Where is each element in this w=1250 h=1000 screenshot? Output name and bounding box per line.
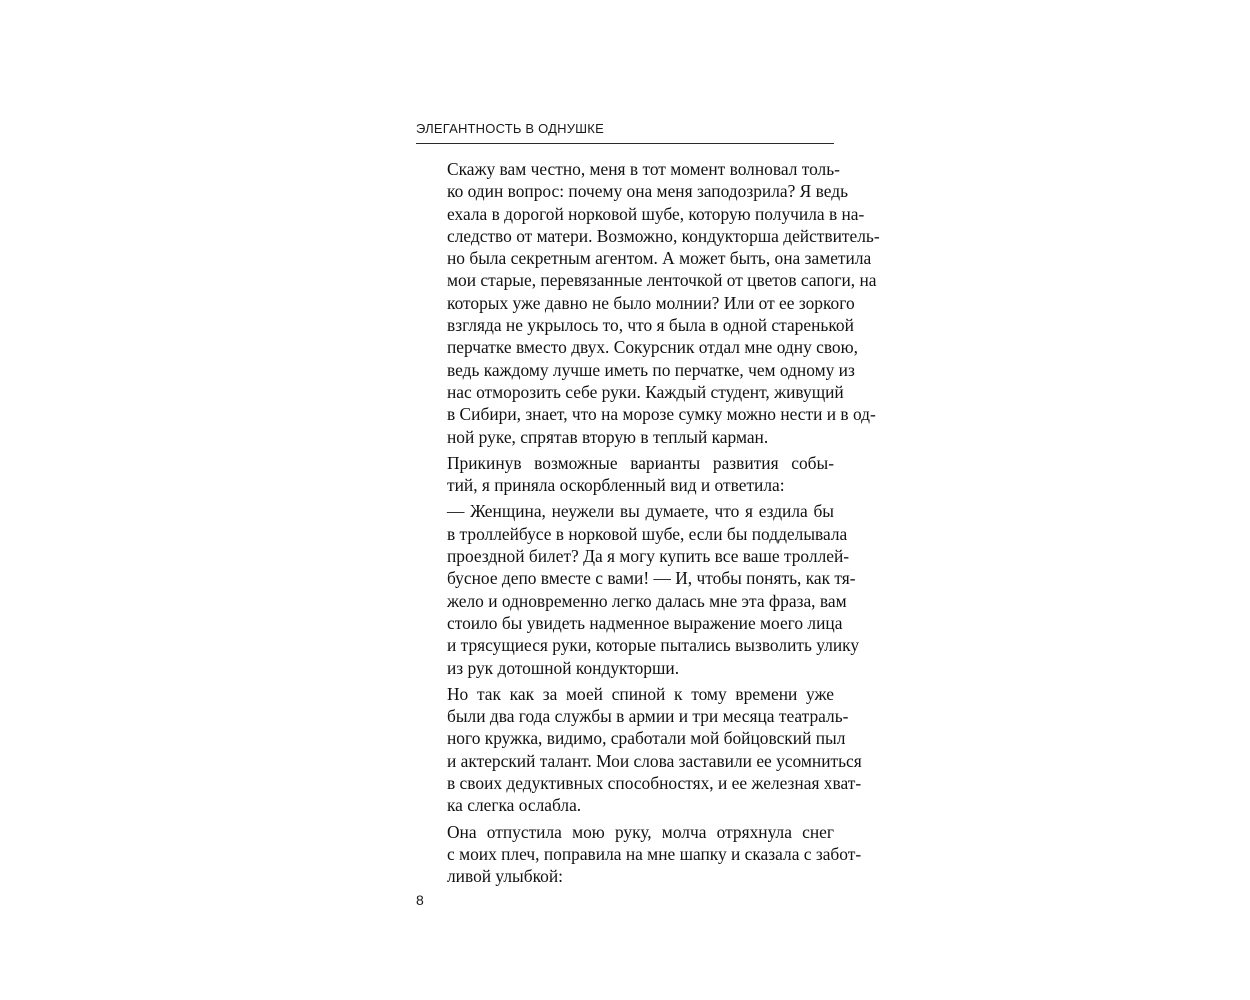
paragraph bbox=[416, 158, 880, 448]
text-line: ведь каждому лучше иметь по перчатке, чем одному из bbox=[447, 359, 855, 380]
paragraph bbox=[416, 821, 862, 888]
running-header: ЭЛЕГАНТНОСТЬ В ОДНУШКЕ bbox=[416, 121, 834, 144]
text-line: в троллейбусе в норковой шубе, если бы подделывала bbox=[447, 523, 848, 544]
book-page bbox=[416, 108, 880, 892]
text-line: следство от матери. Возможно, кондукторша действитель- bbox=[447, 225, 880, 246]
text-line: проездной билет? Да я могу купить все ваше троллей- bbox=[447, 546, 850, 567]
paragraph bbox=[416, 500, 860, 678]
text-line: и актерский талант. Мои слова заставили ее усомниться bbox=[447, 750, 862, 771]
text-line: ехала в дорогой норковой шубе, которую получила в на- bbox=[447, 203, 865, 224]
paragraph bbox=[416, 683, 862, 817]
text-line: ко один вопрос: почему она меня заподозрила? Я ведь bbox=[447, 181, 849, 202]
text-line: были два года службы в армии и три месяца театраль- bbox=[447, 706, 849, 727]
page-number: 8 bbox=[416, 892, 424, 908]
text-line: и трясущиеся руки, которые пытались вызволить улику bbox=[447, 635, 860, 656]
text-line: Но так как за моей спиной к тому времени уже bbox=[447, 683, 834, 704]
text-line: которых уже давно не было молнии? Или от ее зоркого bbox=[447, 292, 855, 313]
body-text bbox=[416, 158, 880, 888]
text-line: нас отморозить себе руки. Каждый студент, живущий bbox=[447, 381, 844, 402]
text-line: тий, я приняла оскорбленный вид и ответила: bbox=[447, 475, 785, 496]
text-line: взгляда не укрылось то, что я была в одной старенькой bbox=[447, 315, 854, 336]
text-line: ной руке, спрятав вторую в теплый карман. bbox=[447, 426, 769, 447]
text-line: стоило бы увидеть надменное выражение моего лица bbox=[447, 612, 843, 633]
text-line: бусное депо вместе с вами! — И, чтобы понять, как тя- bbox=[447, 568, 856, 589]
text-line: Скажу вам честно, меня в тот момент волновал толь- bbox=[447, 159, 840, 179]
text-line: в Сибири, знает, что на морозе сумку можно нести и в од- bbox=[447, 404, 876, 425]
text-line: ливой улыбкой: bbox=[447, 866, 563, 887]
text-line: с моих плеч, поправила на мне шапку и сказала с забот- bbox=[447, 843, 862, 864]
text-line: жело и одновременно легко далась мне эта фраза, вам bbox=[447, 590, 847, 611]
text-line: ка слегка ослабла. bbox=[447, 795, 582, 816]
text-line: перчатке вместо двух. Сокурсник отдал мне одну свою, bbox=[447, 337, 858, 358]
text-line: Прикинув возможные варианты развития собы- bbox=[447, 452, 834, 473]
text-line: — Женщина, неужели вы думаете, что я ездила бы bbox=[447, 501, 834, 522]
paragraph bbox=[416, 452, 834, 497]
text-line: но была секретным агентом. А может быть, она заметила bbox=[447, 248, 872, 269]
text-line: из рук дотошной кондукторши. bbox=[447, 657, 680, 678]
text-line: ного кружка, видимо, сработали мой бойцовский пыл bbox=[447, 728, 846, 749]
text-line: Она отпустила мою руку, молча отряхнула снег bbox=[447, 821, 834, 842]
text-line: мои старые, перевязанные ленточкой от цветов сапоги, на bbox=[447, 270, 877, 291]
text-line: в своих дедуктивных способностях, и ее железная хват- bbox=[447, 773, 862, 794]
